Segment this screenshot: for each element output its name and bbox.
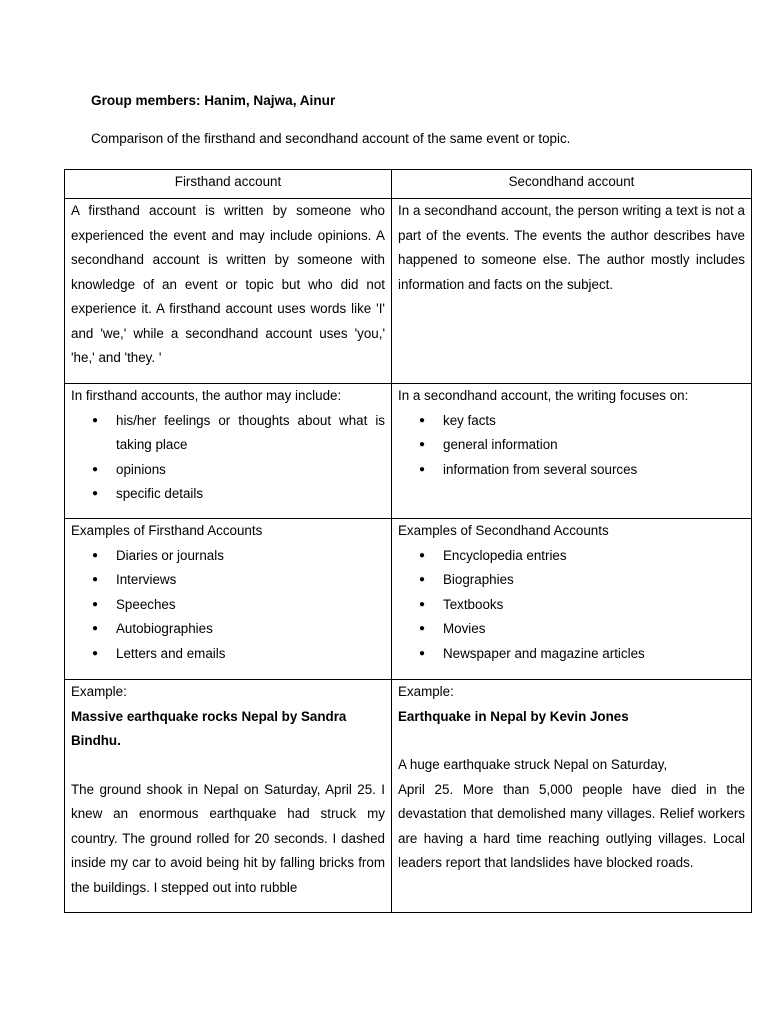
list-item: ● specific details: [71, 482, 385, 507]
secondhand-focus-cell: [392, 384, 752, 519]
list-item: ● Letters and emails: [71, 642, 385, 667]
firsthand-example-cell: [65, 680, 392, 913]
list-item: ● information from several sources: [398, 458, 745, 483]
header-secondhand: Secondhand account: [392, 170, 752, 199]
firsthand-includes-intro: In firsthand accounts, the author may include:: [71, 388, 342, 403]
secondhand-example-cell: [392, 680, 752, 913]
list-item: ● Interviews: [71, 568, 385, 593]
list-item: ● Autobiographies: [71, 617, 385, 642]
firsthand-includes-cell: [65, 384, 392, 519]
table-header-row: [65, 170, 752, 199]
table-row: [65, 199, 752, 384]
list-item: ● Textbooks: [398, 593, 745, 618]
secondhand-example-title: Earthquake in Nepal by Kevin Jones: [398, 708, 629, 724]
table-row: [65, 680, 752, 913]
secondhand-example-first-line: A huge earthquake struck Nepal on Saturday,: [398, 757, 668, 772]
list-item: ● Movies: [398, 617, 745, 642]
list-item: ● Newspaper and magazine articles: [398, 642, 745, 667]
secondhand-example-label: Example:: [398, 684, 454, 699]
comparison-table: [64, 169, 752, 913]
secondhand-examples-cell: [392, 519, 752, 680]
list-item: ● Biographies: [398, 568, 745, 593]
firsthand-example-title: Massive earthquake rocks Nepal by Sandra Bindhu.: [71, 708, 347, 748]
list-item: ● Speeches: [71, 593, 385, 618]
secondhand-examples-intro: Examples of Secondhand Accounts: [398, 523, 609, 538]
table-row: [65, 384, 752, 519]
header-firsthand: Firsthand account: [65, 170, 392, 199]
secondhand-focus-list: [398, 409, 745, 483]
secondhand-example-body: April 25. More than 5,000 people have died in the devastation that demolished many villages. Relief workers are having a hard time reaching outlying villages. Local leaders report that landslides have blocked roads.: [398, 781, 745, 870]
intro-text: Comparison of the firsthand and secondhand account of the same event or topic.: [91, 131, 571, 146]
firsthand-includes-list: [71, 409, 385, 507]
firsthand-examples-list: [71, 544, 385, 667]
firsthand-example-body: The ground shook in Nepal on Saturday, April 25. I knew an enormous earthquake had struck my country. The ground rolled for 20 seconds. I dashed inside my car to avoid being hit by falling bricks from the buildings. I stepped out into rubble: [71, 781, 385, 895]
list-item: ● his/her feelings or thoughts about what is taking place: [71, 409, 385, 458]
list-item: ● general information: [398, 433, 745, 458]
firsthand-example-label: Example:: [71, 684, 127, 699]
firsthand-definition: A firsthand account is written by someone who experienced the event and may include opinions. A secondhand account is written by someone with knowledge of an event or topic but who did not experience it. A firsthand account uses words like 'I' and 'we,' while a secondhand account uses 'you,' 'he,' and 'they. ': [65, 199, 392, 384]
list-item: ● opinions: [71, 458, 385, 483]
secondhand-examples-list: [398, 544, 745, 667]
firsthand-examples-intro: Examples of Firsthand Accounts: [71, 523, 263, 538]
secondhand-definition: In a secondhand account, the person writing a text is not a part of the events. The events the author describes have happened to someone else. The author mostly includes information and facts on the subject.: [392, 199, 752, 384]
table-row: [65, 519, 752, 680]
firsthand-examples-cell: [65, 519, 392, 680]
list-item: ● Diaries or journals: [71, 544, 385, 569]
group-members-heading: Group members: Hanim, Najwa, Ainur: [91, 93, 336, 108]
list-item: ● Encyclopedia entries: [398, 544, 745, 569]
secondhand-focus-intro: In a secondhand account, the writing focuses on:: [398, 388, 689, 403]
list-item: ● key facts: [398, 409, 745, 434]
